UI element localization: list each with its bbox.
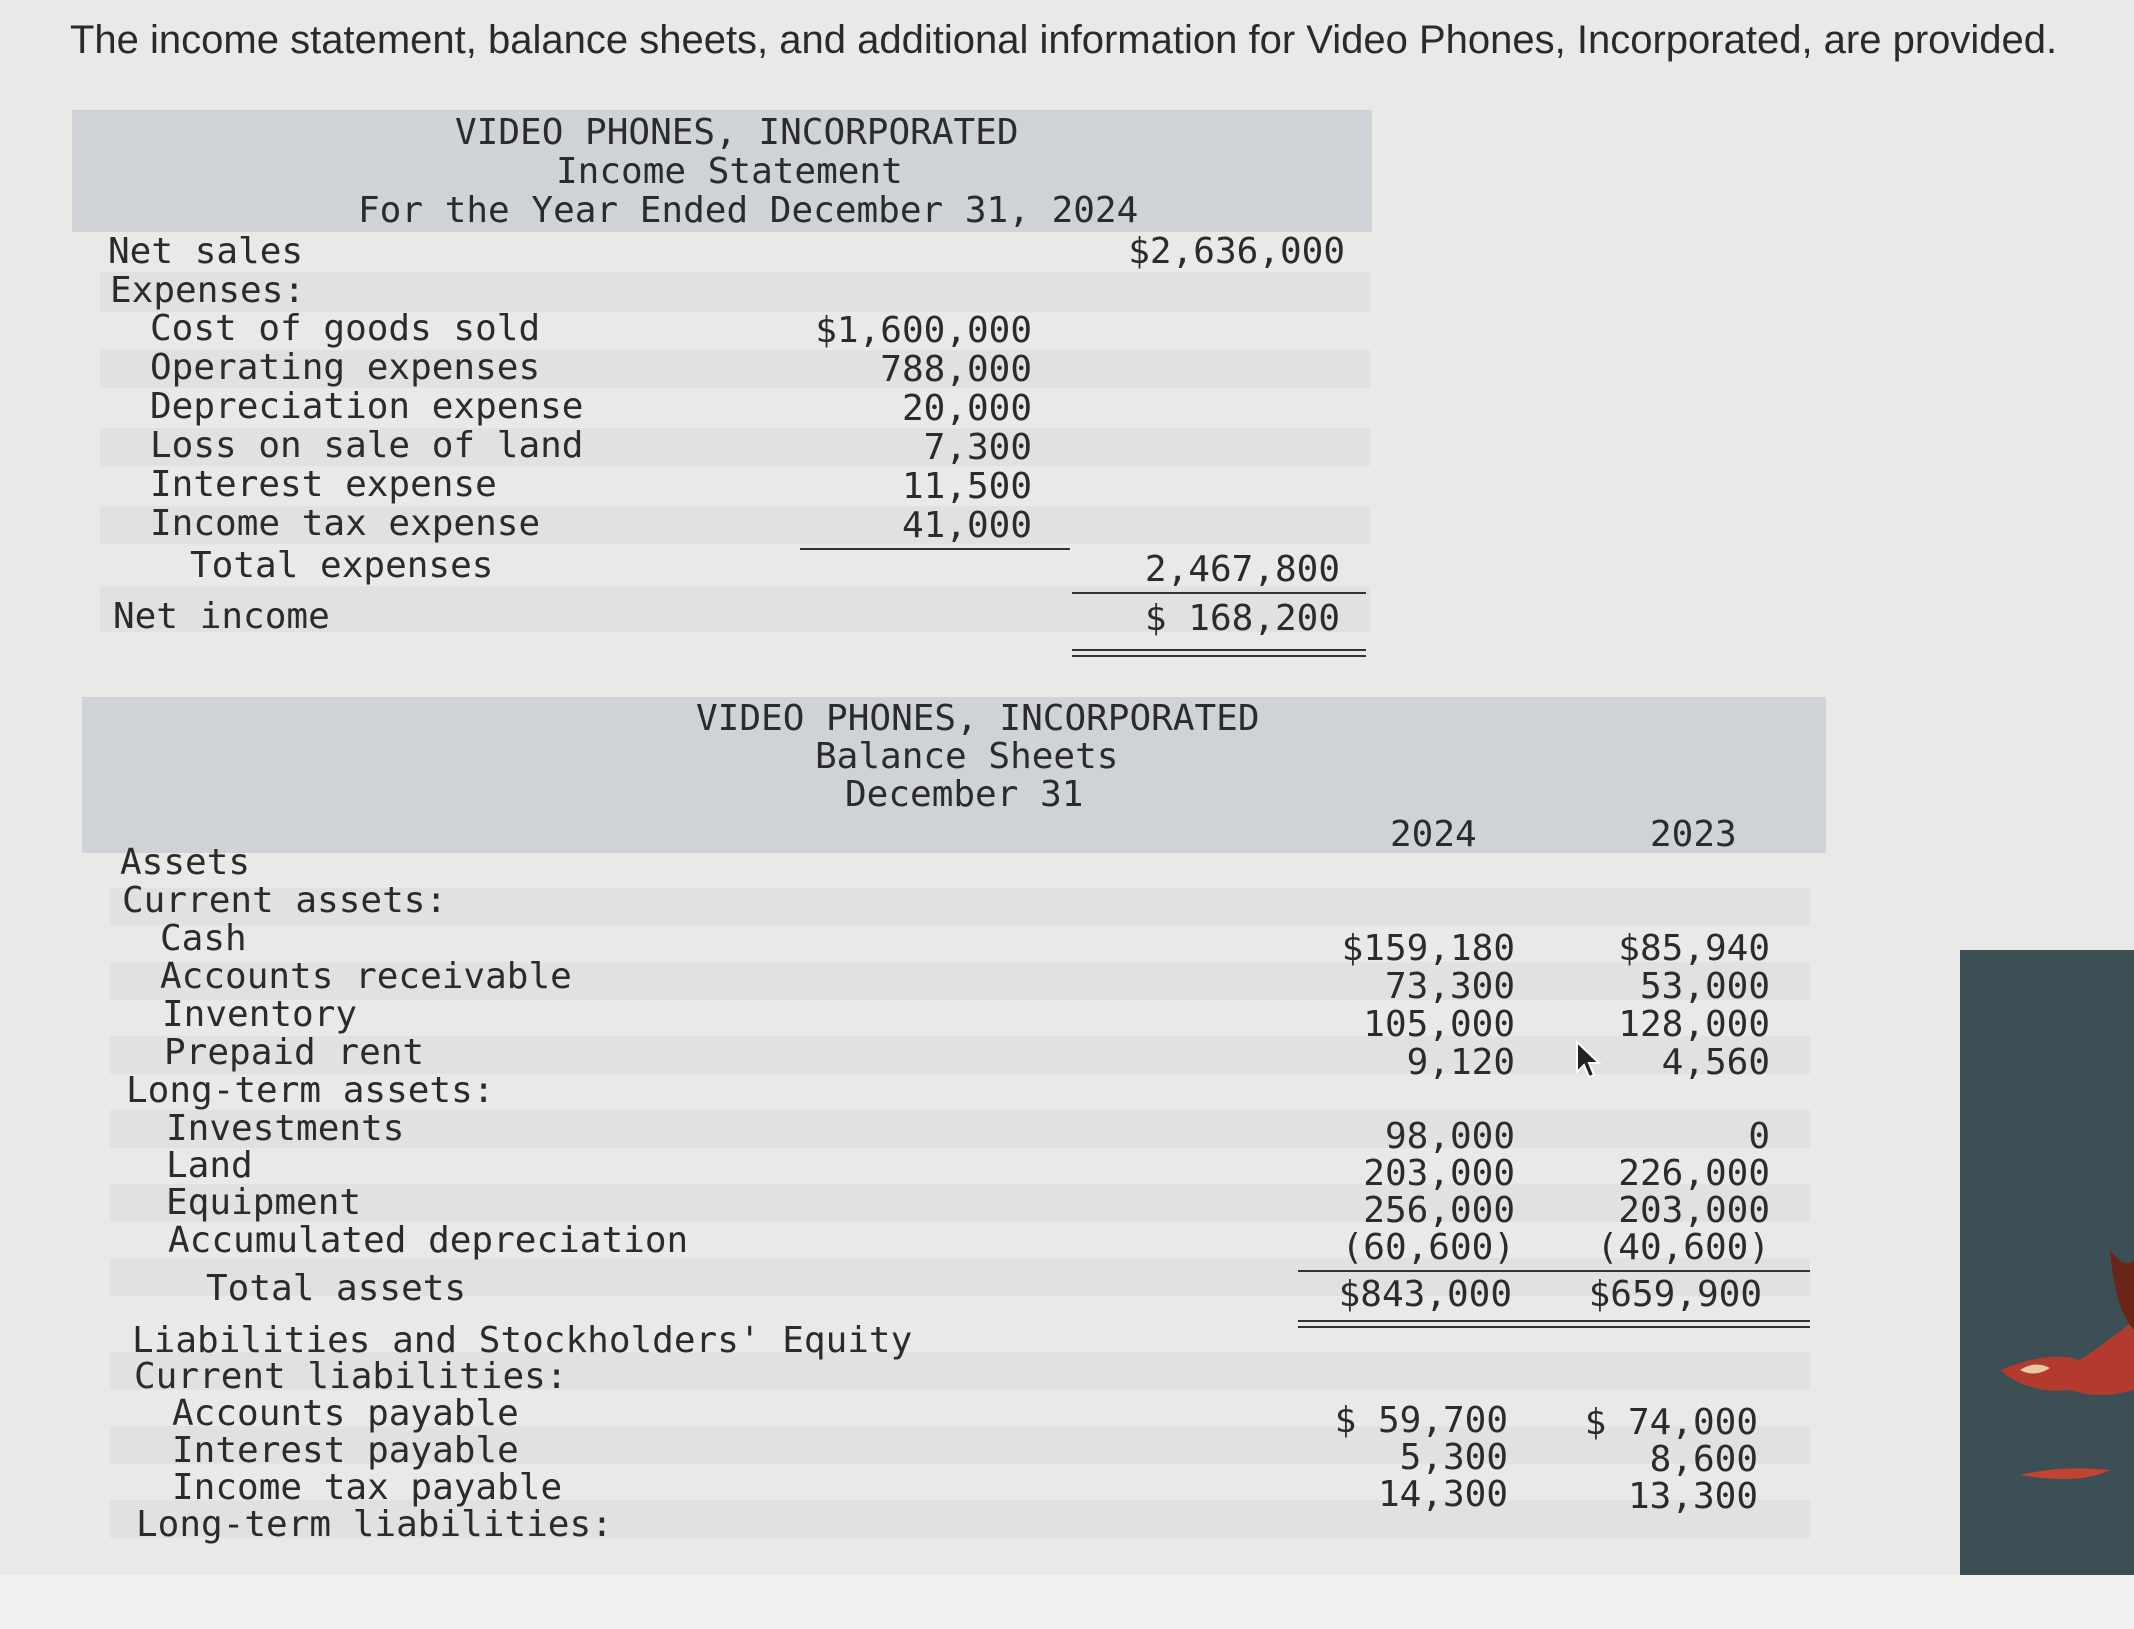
row-label-investments: Investments (166, 1108, 405, 1149)
net-income-double-rule-2 (1072, 655, 1366, 657)
total-rule (1072, 592, 1366, 594)
value-accumulated-depreciation-2023: (40,600) (1596, 1227, 1770, 1268)
value-cash-2024: $159,180 (1341, 928, 1515, 969)
value-prepaid-rent-2024: 9,120 (1406, 1042, 1515, 1083)
mouse-cursor-icon (1574, 1040, 1604, 1082)
value-cash-2023: $85,940 (1618, 928, 1770, 969)
value-accumulated-depreciation-2024: (60,600) (1341, 1227, 1515, 1268)
row-label-accumulated-depreciation: Accumulated depreciation (168, 1220, 689, 1261)
expense-label-operating: Operating expenses (150, 347, 541, 388)
row-label-inventory: Inventory (162, 994, 358, 1035)
expense-value-income-tax: 41,000 (901, 505, 1032, 546)
value-income-tax-payable-2023: 13,300 (1627, 1476, 1758, 1517)
row-label-equipment: Equipment (166, 1182, 362, 1223)
row-label-accounts-receivable: Accounts receivable (160, 956, 572, 997)
expense-value-operating: 788,000 (880, 349, 1032, 390)
net-sales-value: $2,636,000 (1128, 231, 1345, 272)
total-expenses-label: Total expenses (190, 545, 494, 586)
row-label-cash: Cash (160, 918, 247, 959)
balance-sheet-company: VIDEO PHONES, INCORPORATED (696, 698, 1260, 739)
total-assets-2023: $659,900 (1588, 1274, 1762, 1315)
value-inventory-2023: 128,000 (1618, 1004, 1770, 1045)
row-label-income-tax-payable: Income tax payable (172, 1467, 563, 1508)
balance-sheet-date: December 31 (845, 774, 1084, 815)
assets-label: Assets (120, 842, 251, 883)
balance-sheet-title: Balance Sheets (815, 736, 1119, 777)
bottom-band (0, 1575, 2134, 1629)
background-photo-edge (1960, 950, 2134, 1590)
intro-text: The income statement, balance sheets, and additional information for Video Phones, Incorporated, are provided. (70, 18, 2058, 62)
net-income-value: $ 168,200 (1144, 598, 1340, 639)
value-equipment-2024: 256,000 (1363, 1190, 1515, 1231)
expense-label-depreciation: Depreciation expense (150, 386, 584, 427)
value-income-tax-payable-2024: 14,300 (1377, 1474, 1508, 1515)
value-interest-payable-2023: 8,600 (1649, 1439, 1758, 1480)
net-income-label: Net income (113, 596, 330, 637)
assets-subtotal-rule (1298, 1270, 1810, 1272)
current-assets-label: Current assets: (122, 880, 448, 921)
value-land-2023: 226,000 (1618, 1153, 1770, 1194)
value-investments-2024: 98,000 (1384, 1116, 1515, 1157)
expense-label-loss-on-land: Loss on sale of land (150, 425, 584, 466)
row-label-prepaid-rent: Prepaid rent (164, 1032, 425, 1073)
value-inventory-2024: 105,000 (1363, 1004, 1515, 1045)
expense-label-cogs: Cost of goods sold (150, 308, 541, 349)
expense-value-loss-on-land: 7,300 (923, 427, 1032, 468)
net-income-double-rule-1 (1072, 649, 1366, 651)
expense-label-interest: Interest expense (150, 464, 497, 505)
value-land-2024: 203,000 (1363, 1153, 1515, 1194)
total-expenses-value: 2,467,800 (1144, 549, 1340, 590)
current-liabilities-label: Current liabilities: (134, 1356, 568, 1397)
expense-label-income-tax: Income tax expense (150, 503, 541, 544)
value-accounts-receivable-2024: 73,300 (1384, 966, 1515, 1007)
liabilities-equity-label: Liabilities and Stockholders' Equity (132, 1320, 913, 1361)
income-statement-period: For the Year Ended December 31, 2024 (358, 190, 1139, 231)
column-header-2024: 2024 (1390, 814, 1477, 855)
total-assets-double-rule-2 (1298, 1326, 1810, 1328)
net-sales-label: Net sales (108, 231, 304, 272)
long-term-assets-label: Long-term assets: (126, 1070, 495, 1111)
value-accounts-receivable-2023: 53,000 (1639, 966, 1770, 1007)
long-term-liabilities-label: Long-term liabilities: (136, 1504, 613, 1545)
expense-value-interest: 11,500 (901, 466, 1032, 507)
value-interest-payable-2024: 5,300 (1399, 1437, 1508, 1478)
expense-value-depreciation: 20,000 (901, 388, 1032, 429)
value-prepaid-rent-2023: 4,560 (1661, 1042, 1770, 1083)
income-statement-company: VIDEO PHONES, INCORPORATED (455, 112, 1019, 153)
total-assets-2024: $843,000 (1338, 1274, 1512, 1315)
value-equipment-2023: 203,000 (1618, 1190, 1770, 1231)
value-accounts-payable-2024: $ 59,700 (1334, 1400, 1508, 1441)
value-investments-2023: 0 (1748, 1116, 1770, 1157)
income-statement-title: Income Statement (556, 151, 903, 192)
total-assets-double-rule-1 (1298, 1320, 1810, 1322)
expense-value-cogs: $1,600,000 (815, 310, 1032, 351)
column-header-2023: 2023 (1650, 814, 1737, 855)
expenses-label: Expenses: (110, 270, 306, 311)
total-assets-label: Total assets (206, 1268, 467, 1309)
row-label-land: Land (166, 1145, 253, 1186)
subtotal-rule (800, 548, 1070, 550)
row-label-interest-payable: Interest payable (172, 1430, 519, 1471)
background-decoration-icon (1960, 950, 2134, 1590)
row-label-accounts-payable: Accounts payable (172, 1393, 519, 1434)
value-accounts-payable-2023: $ 74,000 (1584, 1402, 1758, 1443)
